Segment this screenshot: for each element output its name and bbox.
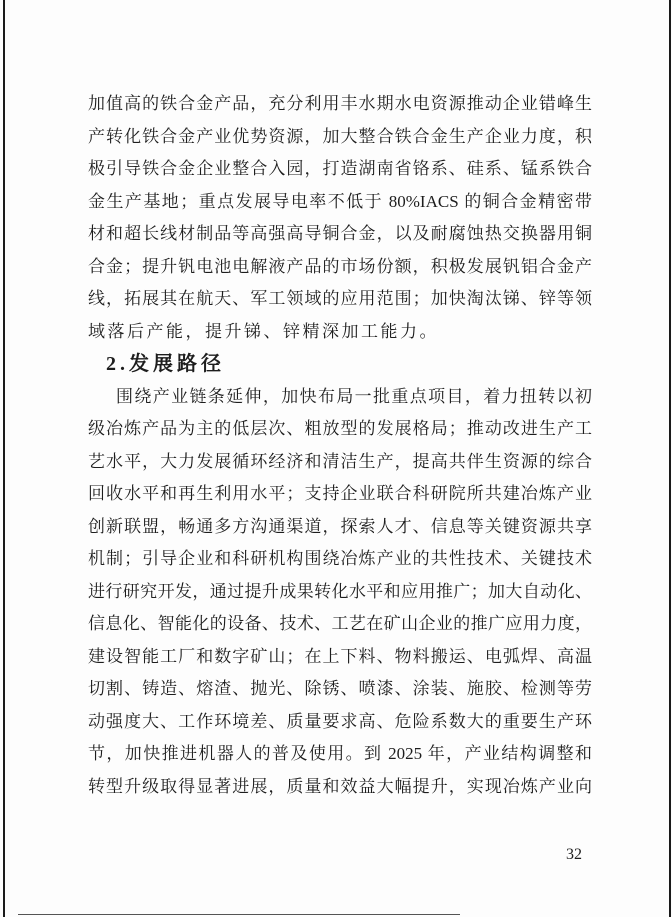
text-line: 极引导铁合金企业整合入园，打造湖南省铬系、硅系、锰系铁合 (88, 159, 592, 178)
text-line: 切割、铸造、熔渣、抛光、除锈、喷漆、涂装、施胶、检测等劳 (88, 679, 592, 698)
page-number: 32 (566, 846, 582, 863)
document-body (88, 88, 592, 803)
text-line: 金生产基地；重点发展导电率不低于 80%IACS 的铜合金精密带 (88, 191, 592, 211)
text-line: 线，拓展其在航天、军工领域的应用范围；加快淘汰锑、锌等领 (88, 289, 592, 308)
text-line: 加值高的铁合金产品，充分利用丰水期水电资源推动企业错峰生 (88, 94, 592, 113)
text-line: 级冶炼产品为主的低层次、粗放型的发展格局；推动改进生产工 (88, 419, 592, 438)
text-line: 动强度大、工作环境差、质量要求高、危险系数大的重要生产环 (88, 711, 592, 731)
text-line: 机制；引导企业和科研机构围绕冶炼产业的共性技术、关键技术 (88, 549, 592, 568)
page-bottom-border (18, 914, 460, 915)
text-line: 转型升级取得显著进展，质量和效益大幅提升，实现冶炼产业向 (88, 776, 592, 796)
text-line: 合金；提升钒电池电解液产品的市场份额，积极发展钒铝合金产 (88, 256, 592, 276)
text-line: 节，加快推进机器人的普及使用。到 2025 年，产业结构调整和 (88, 744, 592, 763)
text-line: 域落后产能，提升锑、锌精深加工能力。 (88, 321, 439, 341)
text-line: 产转化铁合金产业优势资源，加大整合铁合金生产企业力度，积 (88, 126, 592, 146)
text-line: 艺水平，大力发展循环经济和清洁生产，提高共伴生资源的综合 (88, 451, 592, 471)
text-line: 创新联盟，畅通多方沟通渠道，探索人才、信息等关键资源共享 (88, 516, 592, 536)
text-line: 材和超长线材制品等高强高导铜合金，以及耐腐蚀热交换器用铜 (88, 224, 592, 243)
text-line: 围绕产业链条延伸，加快布局一批重点项目，着力扭转以初 (116, 386, 592, 406)
text-line: 信息化、智能化的设备、技术、工艺在矿山企业的推广应用力度， (88, 614, 592, 633)
section-heading: 2.发展路径 (106, 353, 225, 375)
page-right-border (669, 0, 671, 917)
text-line: 回收水平和再生利用水平；支持企业联合科研院所共建冶炼产业 (88, 484, 592, 503)
text-line: 进行研究开发，通过提升成果转化水平和应用推广；加大自动化、 (88, 581, 592, 601)
text-line: 建设智能工厂和数字矿山；在上下料、物料搬运、电弧焊、高温 (88, 646, 592, 666)
page-left-border (3, 0, 5, 917)
